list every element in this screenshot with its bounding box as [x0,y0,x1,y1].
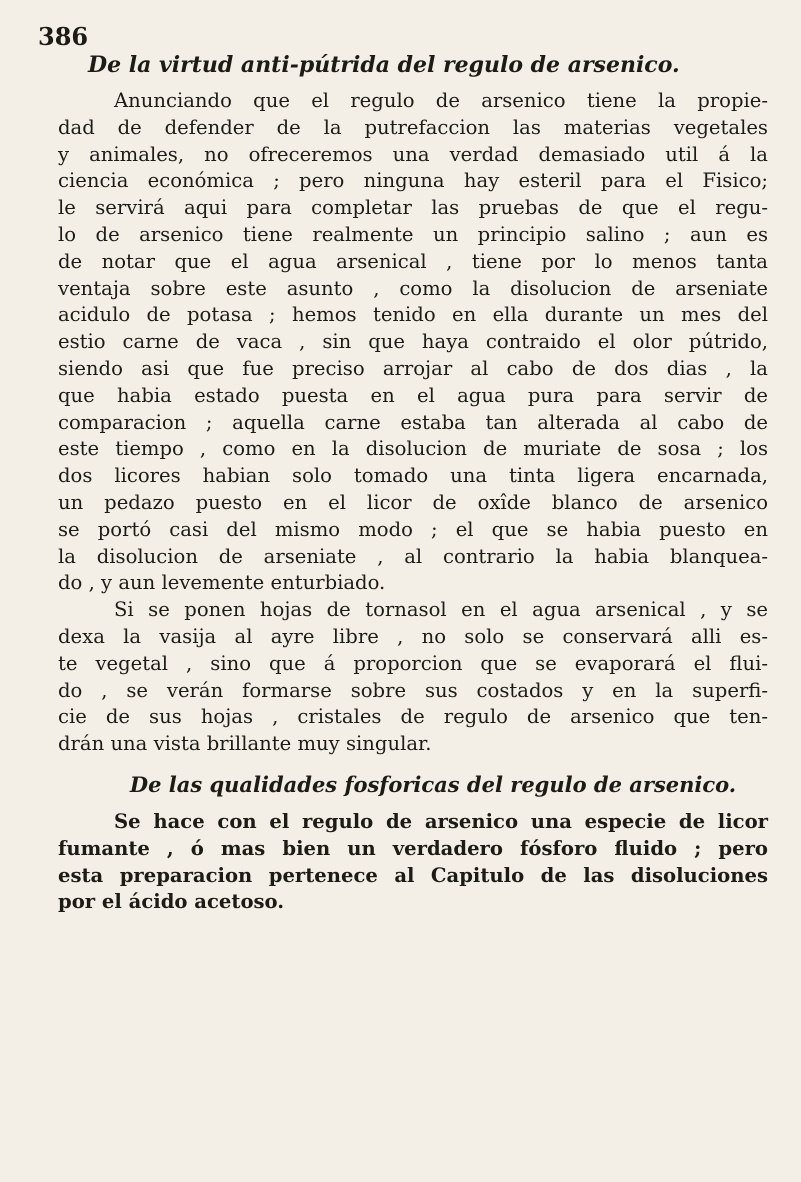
text-line: esta preparacion pertenece al Capitulo de las disoluciones [58,863,768,887]
running-head: De la virtud anti-pútrida del regulo de arsenico. [88,52,680,78]
text-line: lo de arsenico tiene realmente un principio salino ; aun es [58,222,768,246]
text-line: por el ácido acetoso. [58,890,285,914]
page-number: 386 [38,22,89,51]
paragraph-putrefaction [58,88,768,597]
text-line: la disolucion de arseniate , al contrario la habia blanquea- [58,544,768,568]
text-line: drán una vista brillante muy singular. [58,732,432,756]
text-line: do , y aun levemente enturbiado. [58,571,386,595]
paragraph-tornasol [58,597,768,758]
paragraph-phosphoric [58,809,768,916]
text-line: dexa la vasija al ayre libre , no solo se conservará alli es- [58,624,768,648]
text-line: Si se ponen hojas de tornasol en el agua arsenical , y se [114,598,768,622]
text-line: dad de defender de la putrefaccion las materias vegetales [58,115,768,139]
text-line: este tiempo , como en la disolucion de muriate de sosa ; los [58,437,768,461]
text-line: y animales, no ofreceremos una verdad demasiado util á la [58,142,768,166]
page-body [58,88,768,916]
text-line: dos licores habian solo tomado una tinta ligera encarnada, [58,464,768,488]
text-line: ventaja sobre este asunto , como la disolucion de arseniate [58,276,768,300]
text-line: cie de sus hojas , cristales de regulo de arsenico que ten- [58,705,768,729]
text-line: siendo asi que fue preciso arrojar al cabo de dos dias , la [58,356,768,380]
text-line: te vegetal , sino que á proporcion que se evaporará el flui- [58,651,768,675]
text-line: de notar que el agua arsenical , tiene por lo menos tanta [58,249,768,273]
text-line: ciencia económica ; pero ninguna hay esteril para el Fisico; [58,169,768,193]
text-line: acidulo de potasa ; hemos tenido en ella durante un mes del [58,303,768,327]
text-line: estio carne de vaca , sin que haya contraido el olor pútrido, [58,330,768,354]
text-line: comparacion ; aquella carne estaba tan alterada al cabo de [58,410,768,434]
text-line: Anunciando que el regulo de arsenico tiene la propie- [114,89,768,112]
text-line: se portó casi del mismo modo ; el que se habia puesto en [58,517,768,541]
text-line: que habia estado puesta en el agua pura para servir de [58,383,768,407]
text-line: fumante , ó mas bien un verdadero fósforo fluido ; pero [58,836,768,860]
text-line: le servirá aqui para completar las pruebas de que el regu- [58,196,768,220]
section-heading: De las qualidades fosforicas del regulo de arsenico. [129,771,737,797]
text-line: do , se verán formarse sobre sus costados y en la superfi- [58,678,768,702]
text-line: un pedazo puesto en el licor de oxîde blanco de arsenico [58,490,768,514]
text-line: Se hace con el regulo de arsenico una especie de licor [114,809,768,833]
